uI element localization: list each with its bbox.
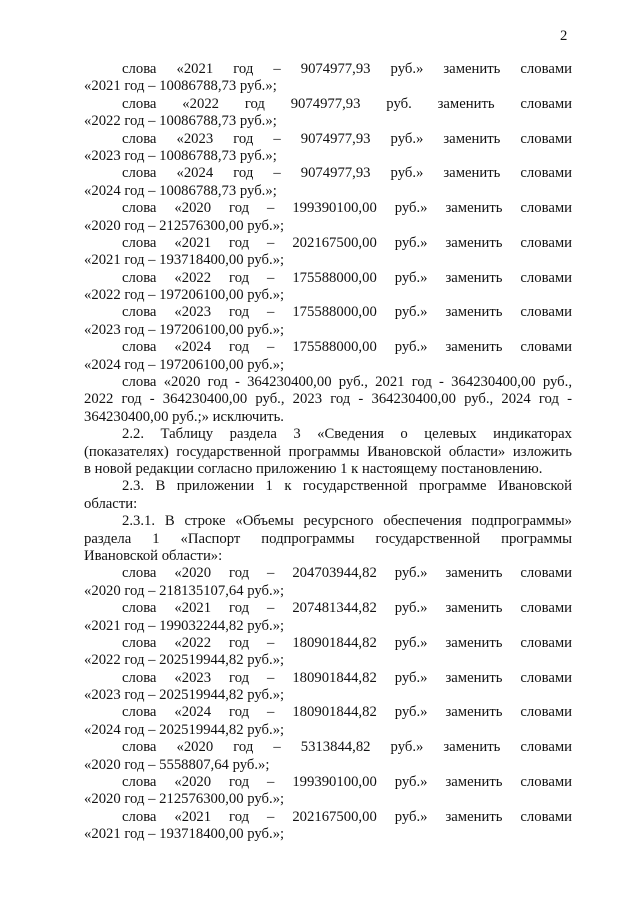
text-line: «2020 год – 212576300,00 руб.»; (84, 217, 285, 234)
text-line: слова «2021 год – 202167500,00 руб.» заменить словами (122, 234, 572, 251)
document-body (84, 61, 572, 844)
text-line: «2020 год – 5558807,64 руб.»; (84, 756, 270, 773)
text-line: «2023 год – 10086788,73 руб.»; (84, 147, 277, 164)
text-line: слова «2022 год – 180901844,82 руб.» заменить словами (122, 634, 572, 651)
text-line: 2.3.1. В строке «Объемы ресурсного обеспечения подпрограммы» (122, 513, 572, 530)
text-line: слова «2024 год – 175588000,00 руб.» заменить словами (122, 339, 572, 356)
text-line: «2022 год – 197206100,00 руб.»; (84, 287, 285, 304)
text-line: 2.3. В приложении 1 к государственной программе Ивановской (122, 478, 572, 495)
text-line: слова «2022 год 9074977,93 руб. заменить словами (122, 95, 572, 112)
text-line: слова «2023 год – 180901844,82 руб.» заменить словами (122, 669, 572, 686)
text-line: 2022 год - 364230400,00 руб., 2023 год - 364230400,00 руб., 2024 год - (84, 391, 572, 408)
text-line: «2021 год – 199032244,82 руб.»; (84, 617, 285, 634)
text-line: «2024 год – 202519944,82 руб.»; (84, 721, 285, 738)
text-line: 364230400,00 руб.;» исключить. (84, 408, 284, 425)
text-line: слова «2020 год – 204703944,82 руб.» заменить словами (122, 565, 572, 582)
text-line: «2021 год – 10086788,73 руб.»; (84, 78, 277, 95)
text-line: раздела 1 «Паспорт подпрограммы государственной программы (84, 530, 572, 547)
text-line: слова «2023 год – 175588000,00 руб.» заменить словами (122, 304, 572, 321)
text-line: «2022 год – 10086788,73 руб.»; (84, 113, 277, 130)
text-line: слова «2023 год – 9074977,93 руб.» заменить словами (122, 130, 572, 147)
text-line: «2023 год – 197206100,00 руб.»; (84, 321, 285, 338)
text-line: слова «2020 год – 199390100,00 руб.» заменить словами (122, 200, 572, 217)
text-line: слова «2020 год - 364230400,00 руб., 2021 год - 364230400,00 руб., (122, 374, 572, 391)
text-line: «2020 год – 218135107,64 руб.»; (84, 582, 285, 599)
text-line: слова «2021 год – 9074977,93 руб.» заменить словами (122, 61, 572, 77)
text-line: слова «2020 год – 5313844,82 руб.» заменить словами (122, 739, 572, 756)
text-line: «2023 год – 202519944,82 руб.»; (84, 687, 285, 704)
text-line: 2.2. Таблицу раздела 3 «Сведения о целевых индикаторах (122, 426, 572, 443)
text-line: (показателях) государственной программы Ивановской области» изложить (84, 443, 572, 460)
text-line: «2024 год – 197206100,00 руб.»; (84, 356, 285, 373)
text-line: слова «2024 год – 9074977,93 руб.» заменить словами (122, 165, 572, 182)
text-line: «2024 год – 10086788,73 руб.»; (84, 182, 277, 199)
text-line: «2021 год – 193718400,00 руб.»; (84, 252, 285, 269)
page-number: 2 (560, 28, 568, 44)
text-line: в новой редакции согласно приложению 1 к настоящему постановлению. (84, 460, 543, 477)
text-line: Ивановской области»: (84, 547, 223, 564)
text-line: области: (84, 495, 138, 512)
text-line: слова «2020 год – 199390100,00 руб.» заменить словами (122, 774, 572, 791)
text-line: слова «2021 год – 202167500,00 руб.» заменить словами (122, 808, 572, 825)
text-line: «2022 год – 202519944,82 руб.»; (84, 652, 285, 669)
text-line: «2021 год – 193718400,00 руб.»; (84, 826, 285, 843)
text-line: слова «2024 год – 180901844,82 руб.» заменить словами (122, 704, 572, 721)
text-line: слова «2022 год – 175588000,00 руб.» заменить словами (122, 269, 572, 286)
text-line: слова «2021 год – 207481344,82 руб.» заменить словами (122, 600, 572, 617)
text-line: «2020 год – 212576300,00 руб.»; (84, 791, 285, 808)
